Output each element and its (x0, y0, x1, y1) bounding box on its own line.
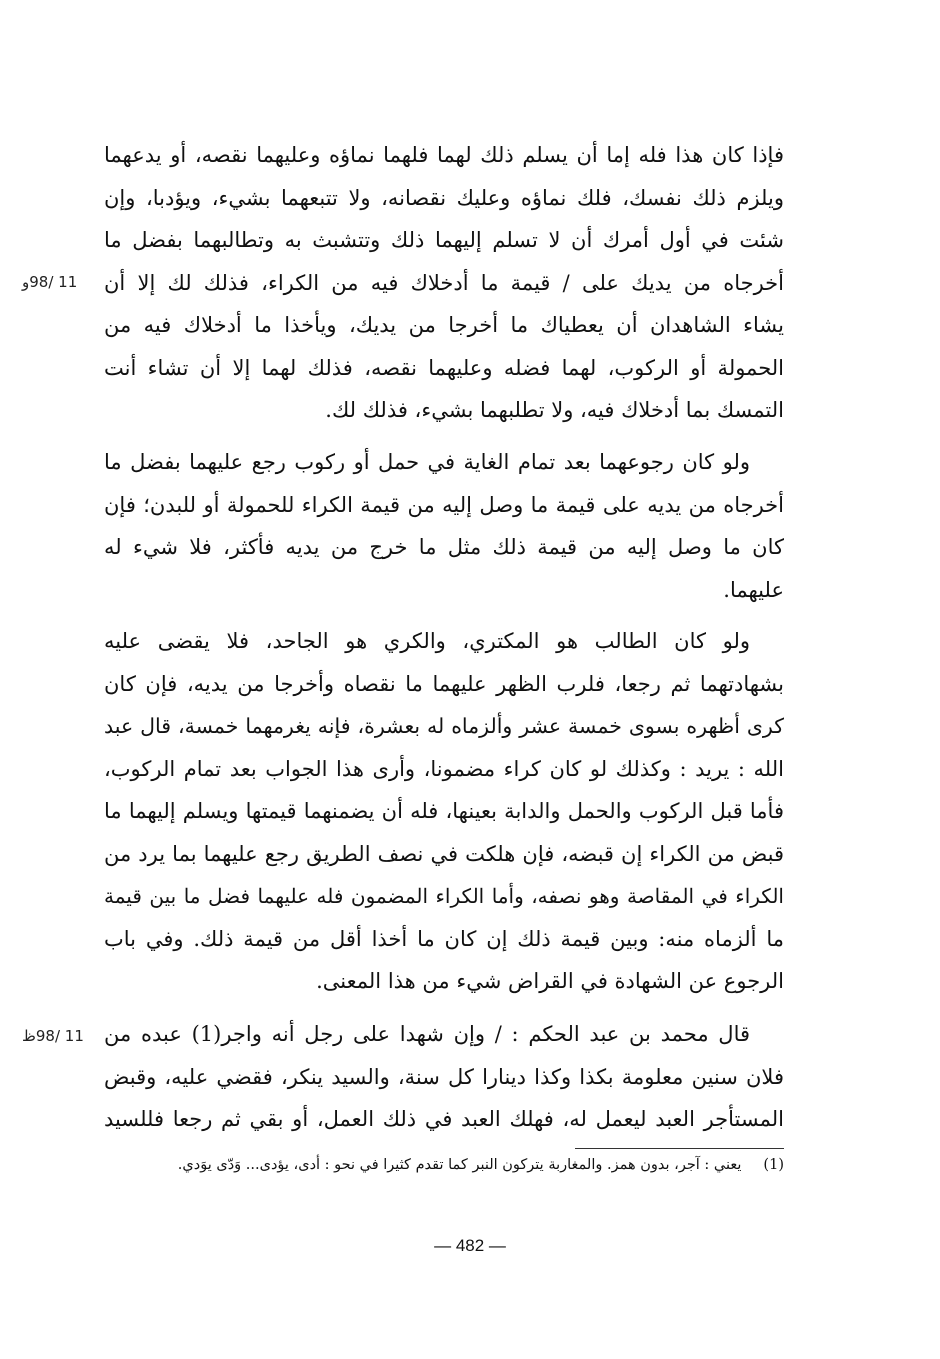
text-line: يشاء الشاهدان أن يعطياك ما أخرجا من يديك، ويأخذا ما أدخلاك فيه من (104, 313, 784, 337)
text-line: فأما قبل الركوب والحمل والدابة بعينها، فله أن يضمنهما قيمتها ويسلم إليهما ما (104, 799, 784, 823)
text-line: بشهادتهما ثم رجعا، فلرب الظهر عليهما ما نقصاه وأخرجا من يديه، فإن كان (104, 671, 784, 696)
footnote (104, 1152, 784, 1178)
text-line: شئت في أول أمرك أن لا تسلم إليهما ذلك وتتشبث به وتطالبهما بفضل ما (104, 228, 784, 252)
text-line: المستأجر العبد ليعمل له، فهلك العبد في ذلك العمل، أو بقي ثم رجعا فللسيد (104, 1107, 784, 1131)
text-line: ويلزم ذلك نفسك، فلك نماؤه وعليك نقصانه، ولا تتبعهما بشيء، ويؤدبا، وإن (104, 185, 784, 210)
footnote-separator (575, 1148, 784, 1149)
text-line: ولو كان رجوعهما بعد تمام الغاية في حمل أو ركوب رجع عليهما بفضل ما (104, 450, 750, 474)
text-line: عليهما. (723, 577, 784, 602)
text-line: قبض من الكراء إن قبضه، فإن هلكت في نصف الطريق رجع عليهما بما يرد من (104, 841, 784, 866)
margin-folio-reference: 11 /98ظ (22, 1027, 84, 1045)
text-line: أخرجاه من يديك على / قيمة ما أدخلاك فيه من الكراء، فذلك لك إلا أن (104, 270, 784, 295)
margin-folio-reference: 11 /98و (22, 273, 78, 291)
paragraph-4 (104, 1013, 784, 1141)
footnote-number: (1) (763, 1157, 784, 1173)
text-line: فإذا كان هذا فله إما أن يسلم ذلك لهما فلهما نماؤه وعليهما نقصه، أو يدعهما (104, 143, 784, 167)
text-line: ما ألزماه منه: وبين قيمة ذلك إن كان ما أخذا أقل من قيمة ذلك. وفي باب (104, 926, 784, 951)
paragraph-1 (104, 134, 784, 432)
text-line: كرى أظهره بسوى خمسة عشر وألزماه له بعشرة، فإنه يغرمهما خمسة، قال عبد (104, 714, 784, 738)
text-line: الحمولة أو الركوب، لهما فضله وعليهما نقصه، فذلك لهما إلا أن تشاء أنت (104, 355, 784, 380)
text-line: قال محمد بن عبد الحكم : / وإن شهدا على رجل أنه واجر(1) عبده من (104, 1022, 751, 1046)
text-line: ولو كان الطالب هو المكتري، والكري هو الجاحد، فلا يقضى عليه (104, 629, 750, 653)
text-line: الكراء في المقاصة وهو نصفه، وأما الكراء المضمون فله عليهما فضل ما بين قيمة (104, 884, 784, 908)
text-line: الله : يريد : وكذلك لو كان كراء مضمونا، وأرى هذا الجواب بعد تمام الركوب، (104, 756, 784, 781)
text-line: أخرجاه من يديه على قيمة ما وصل إليه من قيمة الكراء للحمولة أو للبدن؛ فإن (104, 492, 784, 517)
text-line: التمسك بما أدخلاك فيه، ولا تطلبهما بشيء، فذلك لك. (325, 398, 784, 422)
paragraph-3 (104, 620, 784, 1003)
footnote-text: يعني : آجر، بدون همز. والمغاربة يتركون النبر كما تقدم كثيرا في نحو : أدى، يؤدى... وَدّى يوَدي. (177, 1157, 742, 1173)
text-line: فلان سنين معلومة بكذا وكذا دينارا كل سنة، والسيد ينكر، فقضي عليه، وقبض (104, 1064, 784, 1089)
text-line: الرجوع عن الشهادة في القراض شيء من هذا المعنى. (316, 969, 784, 993)
paragraph-2 (104, 441, 784, 611)
page-number: — 482 — (434, 1236, 506, 1255)
text-line: كان ما وصل إليه من قيمة ذلك مثل ما خرج من يديه فأكثر، فلا شيء له (104, 535, 784, 559)
